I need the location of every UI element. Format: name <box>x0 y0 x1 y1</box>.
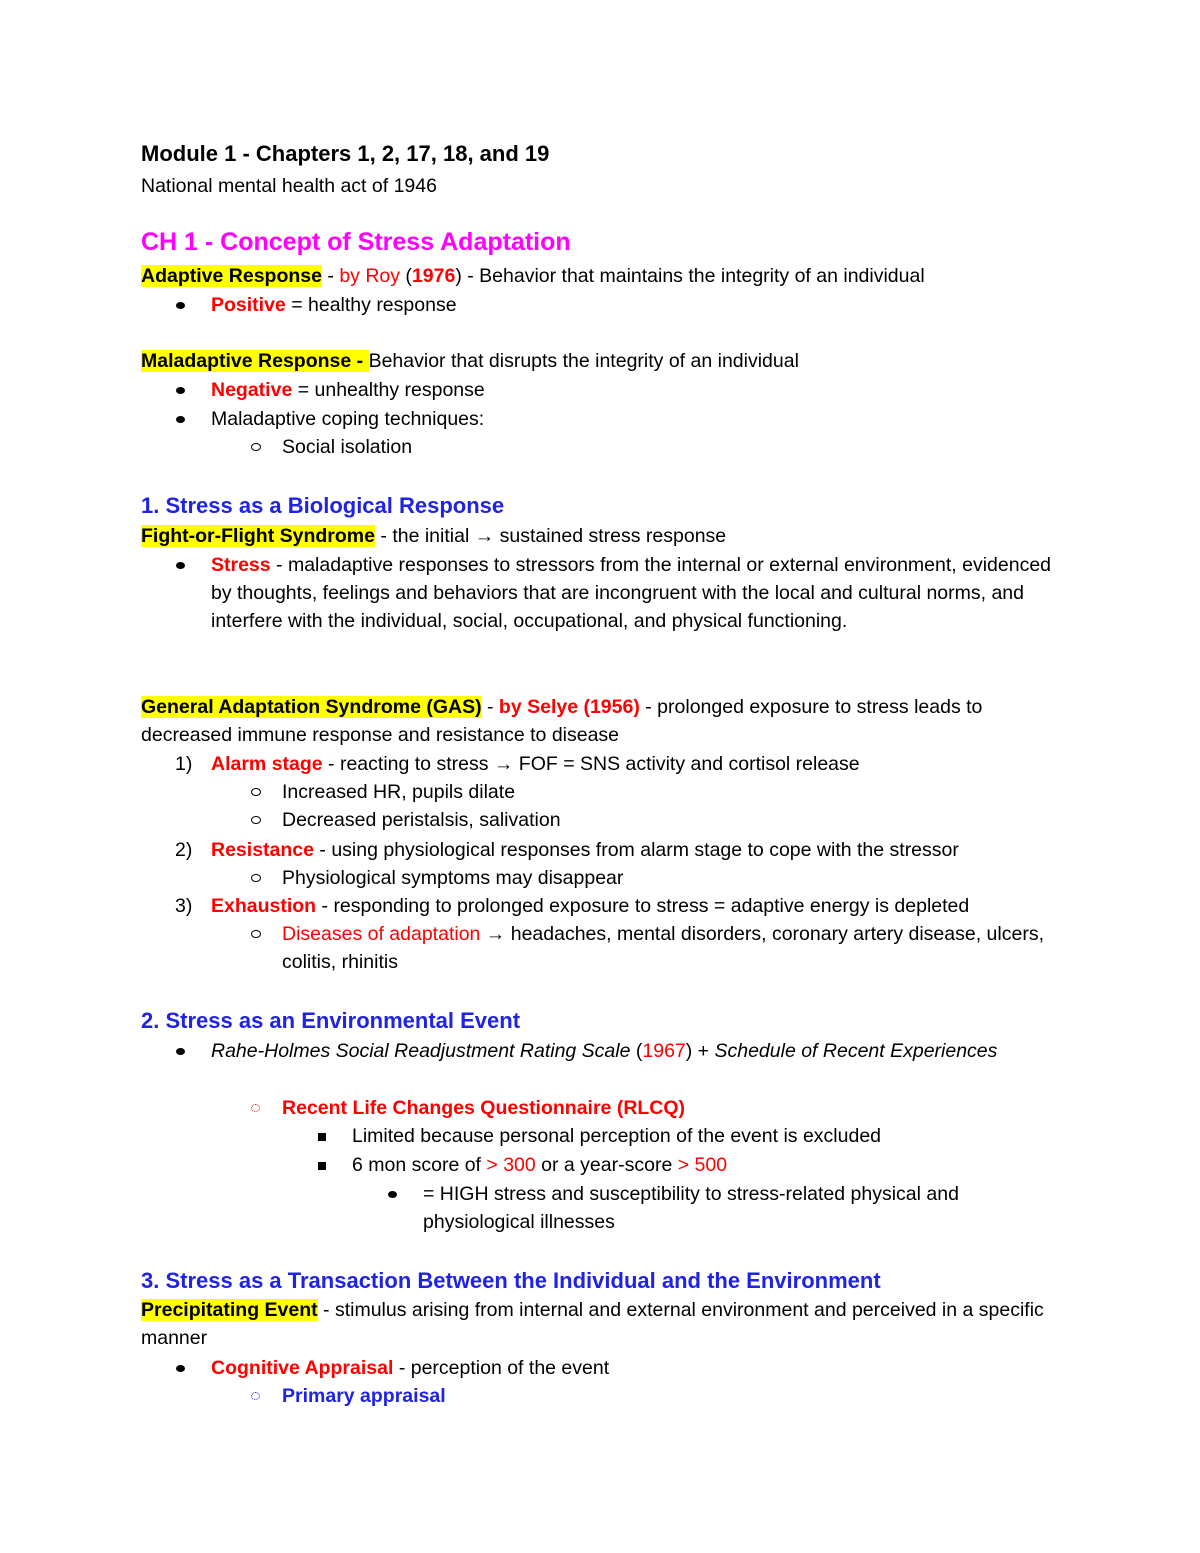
roy-year: 1976 <box>411 265 456 287</box>
list-item <box>282 1382 446 1410</box>
paren: ( <box>400 265 412 287</box>
list-item <box>282 864 623 892</box>
alarm-term: Alarm stage <box>211 753 323 775</box>
fof-line <box>141 522 726 550</box>
bullet-square-icon <box>318 1162 326 1170</box>
bullet-dotted-circle-icon <box>251 1392 260 1400</box>
plus: ) + <box>685 1040 715 1062</box>
cognitive-appraisal-term: Cognitive Appraisal <box>211 1357 394 1379</box>
list-item <box>211 1354 609 1382</box>
page-subtitle: National mental health act of 1946 <box>141 175 437 197</box>
gas-line <box>141 693 1061 749</box>
schedule-recent-experiences: Schedule of Recent Experiences <box>714 1040 998 1062</box>
bullet-dotted-circle-icon <box>251 1104 260 1112</box>
bullet-dot-icon <box>176 416 185 423</box>
list-item <box>423 1180 1043 1236</box>
list-item <box>282 1094 685 1122</box>
high-stress-desc: = HIGH stress and susceptibility to stress-related physical and physiological illnesses <box>423 1183 959 1233</box>
gas-desc: - prolonged exposure to stress leads to decreased immune response and resistance to disease <box>141 696 983 746</box>
stress-term: Stress <box>211 554 271 576</box>
list-item <box>282 778 515 806</box>
score-300: > 300 <box>486 1154 536 1176</box>
negative-desc: = unhealthy response <box>292 379 485 401</box>
bullet-dot-icon <box>176 562 185 569</box>
list-item <box>352 1151 727 1179</box>
list-item <box>352 1122 881 1150</box>
negative-term: Negative <box>211 379 293 401</box>
maladaptive-response-line <box>141 347 799 375</box>
positive-desc: = healthy response <box>285 294 457 316</box>
list-item <box>282 806 561 834</box>
resistance-sub: Physiological symptoms may disappear <box>282 867 624 889</box>
list-item <box>211 405 484 433</box>
paren: ( <box>630 1040 643 1062</box>
fof-desc: - the initial → sustained stress response <box>374 525 727 547</box>
separator: - <box>321 265 340 287</box>
maladaptive-definition: Behavior that disrupts the integrity of an individual <box>368 350 799 372</box>
gas-item-1 <box>175 750 860 778</box>
precipitating-event-term: Precipitating Event <box>141 1299 318 1321</box>
list-item <box>211 551 1071 635</box>
adaptive-definition: ) - Behavior that maintains the integrity of an individual <box>455 265 925 287</box>
precipitating-event-desc: - stimulus arising from internal and external environment and perceived in a specific manner <box>141 1299 1044 1349</box>
stress-desc: - maladaptive responses to stressors from the internal or external environment, evidenced by thoughts, feelings and behaviors that are incongruent with the local and cultural norms, and interfere with the individual, social, occupational, and physical functioning. <box>211 554 1052 632</box>
resistance-desc: - using physiological responses from alarm stage to cope with the stressor <box>313 839 959 861</box>
bullet-circle-icon <box>251 788 261 796</box>
separator: - <box>481 696 499 718</box>
bullet-circle-icon <box>251 930 261 938</box>
diseases-list: → headaches, mental disorders, coronary artery disease, ulcers, colitis, rhinitis <box>282 923 1044 973</box>
gas-item-3 <box>175 892 970 920</box>
primary-appraisal: Primary appraisal <box>282 1385 446 1407</box>
page-title: Module 1 - Chapters 1, 2, 17, 18, and 19 <box>141 141 550 166</box>
bullet-circle-icon <box>251 816 261 824</box>
section3-heading: 3. Stress as a Transaction Between the Individual and the Environment <box>141 1268 881 1293</box>
bullet-dot-icon <box>176 1365 185 1372</box>
item-number: 2) <box>175 839 193 861</box>
score-text: or a year-score <box>535 1154 678 1176</box>
rlcq-limitation: Limited because personal perception of the event is excluded <box>352 1125 882 1147</box>
rlcq-term: Recent Life Changes Questionnaire (RLCQ) <box>282 1097 686 1119</box>
alarm-sub-2: Decreased peristalsis, salivation <box>282 809 561 831</box>
bullet-dot-icon <box>176 1048 185 1055</box>
item-number: 3) <box>175 895 193 917</box>
positive-term: Positive <box>211 294 286 316</box>
list-item <box>211 291 457 319</box>
by-selye: by Selye (1956) <box>498 696 640 718</box>
bullet-dot-icon <box>176 302 185 309</box>
score-500: > 500 <box>677 1154 728 1176</box>
resistance-term: Resistance <box>211 839 314 861</box>
list-item <box>282 433 412 461</box>
social-isolation: Social isolation <box>282 436 413 458</box>
alarm-desc: - reacting to stress → FOF = SNS activity and cortisol release <box>322 753 860 775</box>
bullet-circle-icon <box>251 443 261 451</box>
list-item <box>282 920 1072 976</box>
bullet-circle-icon <box>251 874 261 882</box>
exhaustion-term: Exhaustion <box>211 895 317 917</box>
bullet-dot-icon <box>176 387 185 394</box>
cognitive-appraisal-desc: - perception of the event <box>393 1357 610 1379</box>
diseases-of-adaptation: Diseases of adaptation <box>282 923 481 945</box>
adaptive-response-line <box>141 262 925 290</box>
list-item <box>211 1037 1011 1065</box>
precipitating-event-line <box>141 1296 1061 1352</box>
rahe-holmes-scale: Rahe-Holmes Social Readjustment Rating Scale <box>211 1040 631 1062</box>
item-number: 1) <box>175 753 193 775</box>
maladaptive-response-term: Maladaptive Response - <box>141 350 369 372</box>
coping-techniques: Maladaptive coping techniques: <box>211 408 485 430</box>
gas-term: General Adaptation Syndrome (GAS) <box>141 696 482 718</box>
section1-heading: 1. Stress as a Biological Response <box>141 493 505 518</box>
ch1-heading: CH 1 - Concept of Stress Adaptation <box>141 228 571 256</box>
list-item <box>211 376 485 404</box>
section2-heading: 2. Stress as an Environmental Event <box>141 1008 521 1033</box>
fof-term: Fight-or-Flight Syndrome <box>141 525 375 547</box>
bullet-dot-icon <box>388 1191 397 1198</box>
gas-item-2 <box>175 836 959 864</box>
scale-year: 1967 <box>642 1040 686 1062</box>
score-text: 6 mon score of <box>352 1154 487 1176</box>
bullet-square-icon <box>318 1133 326 1141</box>
alarm-sub-1: Increased HR, pupils dilate <box>282 781 516 803</box>
by-roy: by Roy <box>339 265 401 287</box>
exhaustion-desc: - responding to prolonged exposure to stress = adaptive energy is depleted <box>316 895 970 917</box>
adaptive-response-term: Adaptive Response <box>141 265 322 287</box>
